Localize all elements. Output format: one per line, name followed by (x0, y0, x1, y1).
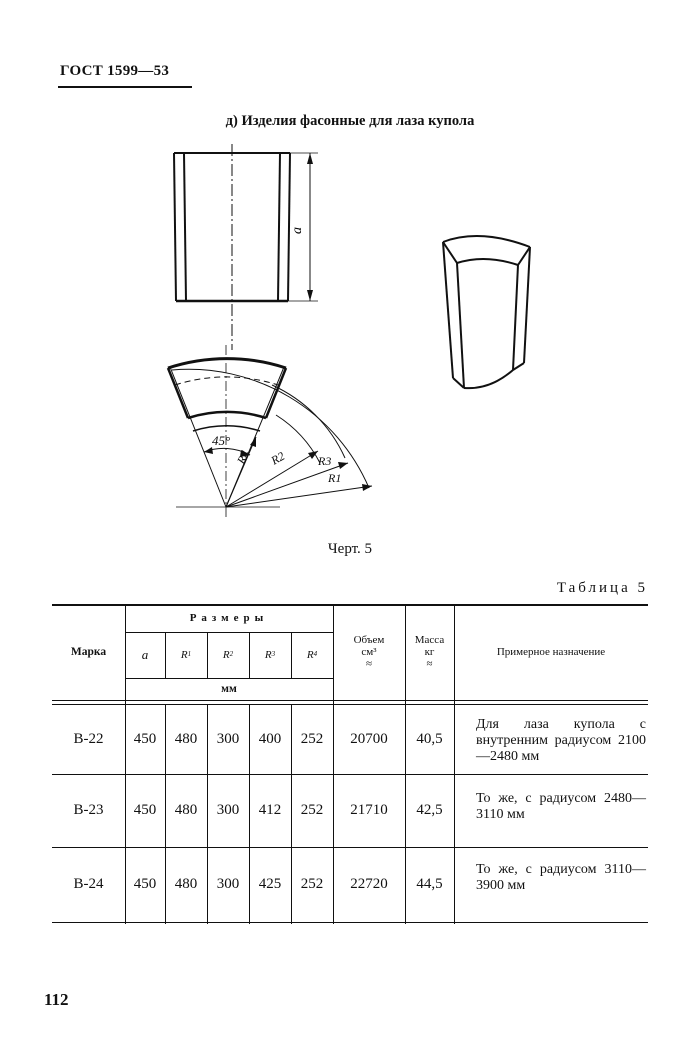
arc-inner-thin (193, 426, 260, 431)
row1-purpose: Для лаза купола с внутренним радиусом 2100—2480 мм (476, 717, 646, 764)
radius-label-r4: R4 (234, 448, 253, 467)
front-view-left-outer (174, 153, 176, 301)
iso-top-inner (457, 259, 518, 265)
row1-r2: 300 (216, 730, 240, 747)
dimension-arrow-top (307, 153, 313, 164)
row3-r1: 480 (174, 876, 198, 892)
iso-left-edge (443, 242, 453, 378)
specifications-table (52, 604, 648, 924)
iso-bottom-right (513, 363, 524, 370)
header-unit-mm: мм (221, 682, 237, 695)
iso-front-right-edge (513, 265, 518, 370)
header-sizes: Размеры (189, 611, 269, 624)
row3-volume: 22720 (350, 876, 388, 892)
brick-edge-left (168, 368, 188, 418)
iso-bottom-left (453, 378, 464, 388)
arc-r3 (272, 385, 345, 458)
row1-r4: 252 (300, 730, 324, 747)
row2-r4: 252 (300, 802, 324, 818)
arrow-r1 (362, 484, 372, 491)
radius-label-r2: R2 (268, 448, 288, 468)
header-volume: Объем см³ ≈ (353, 633, 385, 671)
arrow-r4 (250, 437, 256, 447)
row2-mark: В-23 (73, 802, 104, 818)
angle-label: 45° (212, 433, 231, 448)
iso-front-left-edge (457, 263, 464, 388)
row1-volume: 20700 (350, 730, 388, 747)
header-r3: R 3 (264, 648, 276, 661)
arrow-r3 (338, 462, 348, 469)
header-r1: R 1 (180, 648, 192, 661)
row3-mark: В-24 (73, 876, 104, 892)
angle-arrow-left (204, 447, 213, 454)
row2-mass: 42,5 (416, 802, 443, 818)
header-a: a (141, 646, 149, 662)
row3-r4: 252 (300, 876, 324, 892)
isometric-view-drawing (435, 230, 535, 400)
drawing-caption: Черт. 5 (327, 541, 373, 557)
row3-purpose: То же, с радиусом 3110—3900 мм (476, 862, 646, 893)
row3-mass: 44,5 (416, 876, 443, 892)
row2-volume: 21710 (350, 802, 388, 818)
row2-r1: 480 (174, 802, 198, 818)
iso-bottom-front (464, 370, 513, 388)
row2-a: 450 (133, 802, 157, 818)
row1-r3: 400 (258, 730, 282, 747)
iso-top-right-bevel (518, 247, 530, 265)
row1-r1: 480 (174, 730, 198, 747)
row3-r2: 300 (216, 876, 240, 892)
table-caption: Таблица 5 (556, 580, 648, 596)
arc-outer-thick (168, 359, 286, 368)
dimension-arrow-bottom (307, 290, 313, 301)
radius-label-r3: R3 (318, 454, 332, 468)
front-view-right-inner (278, 153, 280, 301)
ray-r4 (226, 437, 256, 507)
header-mark: Марка (70, 645, 107, 658)
header-purpose: Примерное назначение (496, 645, 606, 658)
row2-r2: 300 (216, 802, 240, 818)
front-view-drawing (160, 140, 340, 355)
table-bottom-rule (52, 922, 648, 923)
header-bottom-rule (52, 700, 648, 701)
iso-right-edge (524, 247, 530, 363)
arc-inner-thick (188, 412, 266, 418)
header-r2: R 2 (222, 648, 234, 661)
row1-mass: 40,5 (416, 730, 443, 747)
page-number: 112 (44, 990, 69, 1009)
front-view-left-inner (184, 153, 186, 301)
plan-view-drawing (160, 345, 390, 520)
standard-header: ГОСТ 1599—53 (60, 63, 170, 79)
row2-purpose: То же, с радиусом 2480—3110 мм (476, 791, 646, 822)
row1-a: 450 (133, 730, 157, 747)
ray-r1 (226, 486, 372, 507)
header-rule (58, 86, 192, 88)
header-r4: R 4 (306, 648, 318, 661)
row3-a: 450 (133, 876, 157, 892)
dimension-label-a: a (290, 227, 305, 234)
header-mass: Масса кг ≈ (414, 633, 445, 671)
section-subtitle: д) Изделия фасонные для лаза купола (225, 113, 475, 129)
front-view-right-outer (288, 153, 290, 301)
row1-mark: В-22 (73, 730, 104, 747)
radius-label-r1: R1 (328, 471, 342, 485)
iso-top-outer (443, 236, 530, 247)
arrow-r2 (308, 451, 318, 459)
row3-r3: 425 (258, 876, 282, 892)
row2-r3: 412 (258, 802, 282, 818)
